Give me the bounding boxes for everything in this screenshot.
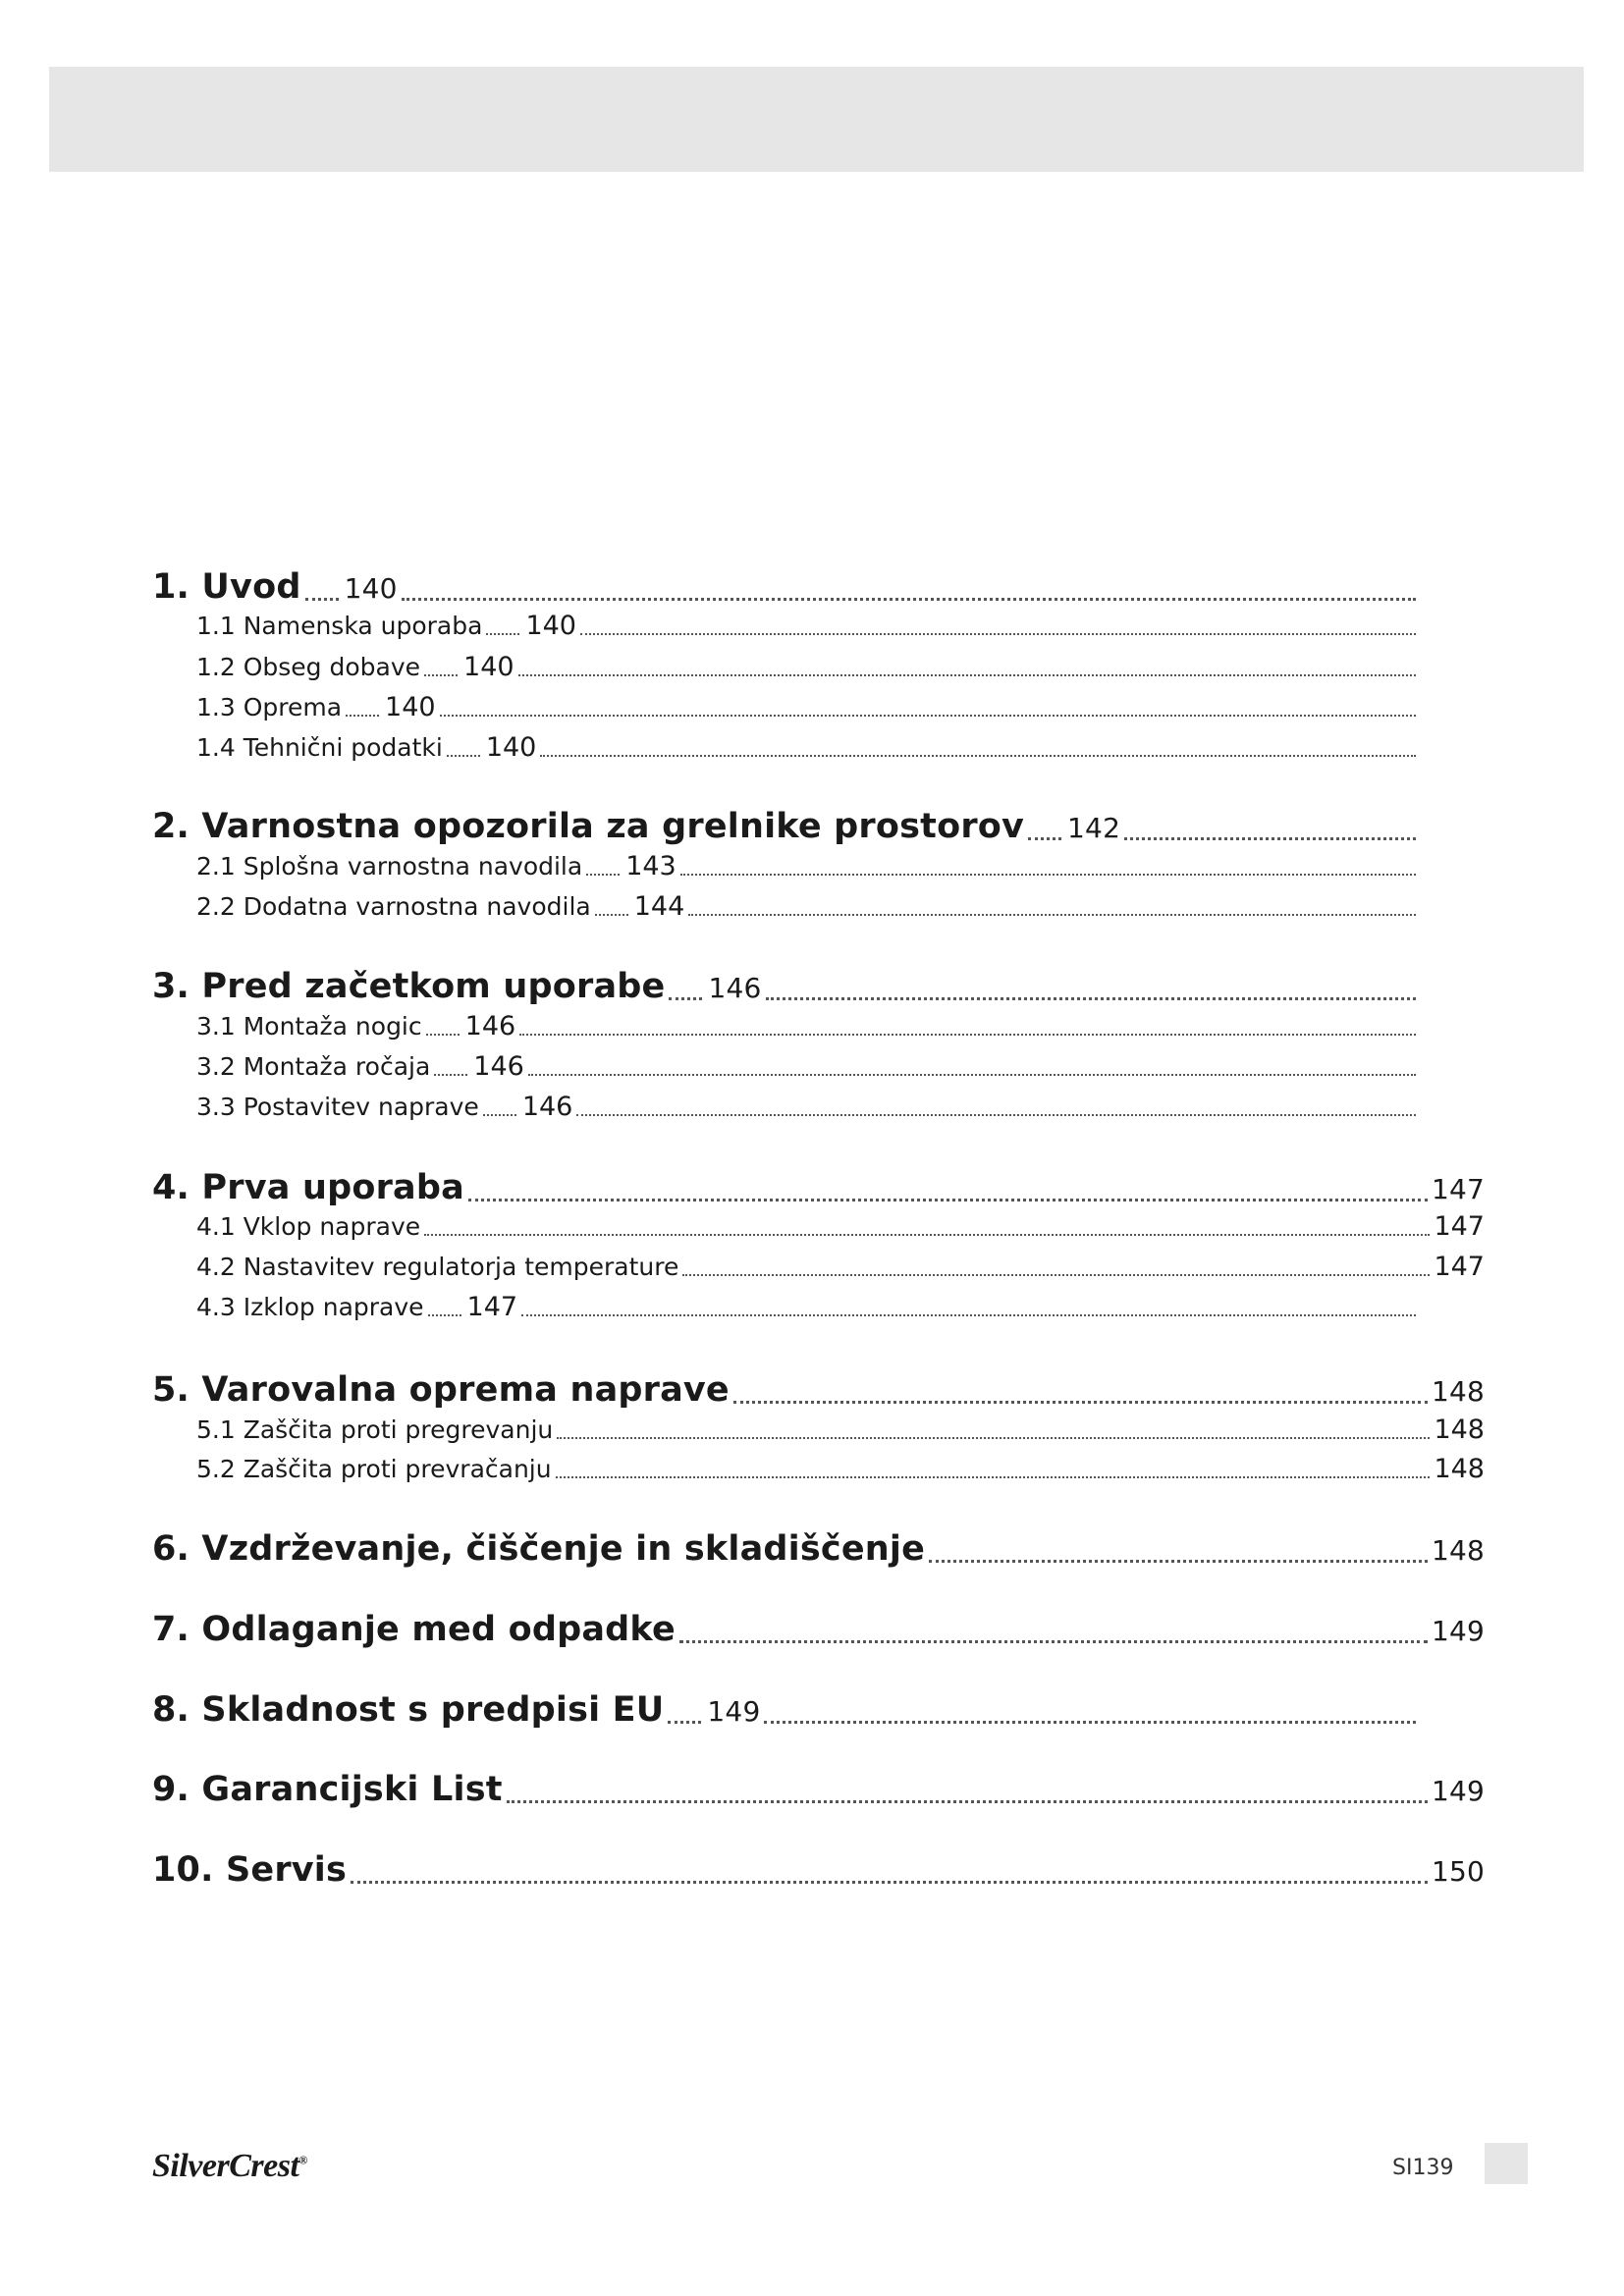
dot-leader <box>682 1274 1430 1276</box>
toc-page-number: 147 <box>466 1292 518 1322</box>
toc-subentry[interactable] <box>196 1454 1485 1484</box>
toc-heading[interactable] <box>152 1529 1485 1569</box>
toc-label: 7. Odlaganje med odpadke <box>152 1610 676 1649</box>
toc-heading[interactable] <box>152 1168 1485 1207</box>
dot-leader <box>434 1074 467 1076</box>
toc-label: 9. Garancijski List <box>152 1770 503 1809</box>
toc-heading[interactable] <box>152 807 1416 846</box>
dot-leader-trail <box>576 1114 1416 1116</box>
dot-leader <box>468 1199 1428 1201</box>
toc-subentry[interactable] <box>196 692 1416 722</box>
toc-subentry[interactable] <box>196 1415 1485 1445</box>
toc-label: 1.4 Tehnični podatki <box>196 733 443 762</box>
toc-subentry[interactable] <box>196 1292 1416 1322</box>
dot-leader <box>486 633 519 635</box>
toc-label: 3.3 Postavitev naprave <box>196 1093 479 1121</box>
toc-heading[interactable] <box>152 567 1416 607</box>
toc-label: 2.1 Splošna varnostna navodila <box>196 852 583 881</box>
dot-leader <box>733 1401 1428 1404</box>
dot-leader <box>668 1721 701 1724</box>
registered-mark: ® <box>298 2153 307 2167</box>
toc-label: 1.1 Namenska uporaba <box>196 612 483 640</box>
toc-label: 6. Vzdrževanje, čiščenje in skladiščenje <box>152 1529 926 1569</box>
toc-label: 4.3 Izklop naprave <box>196 1293 424 1321</box>
dot-leader-trail <box>540 755 1416 757</box>
toc-label: 4.1 Vklop naprave <box>196 1212 421 1241</box>
toc-label: 5.1 Zaščita proti pregrevanju <box>196 1415 554 1444</box>
toc-page-number: 140 <box>344 572 398 605</box>
toc-subentry[interactable] <box>196 1051 1416 1082</box>
brand-logo <box>152 2148 307 2185</box>
toc-page-number: 140 <box>485 732 537 763</box>
toc-label: 2. Varnostna opozorila za grelnike prostorov <box>152 807 1025 846</box>
dot-leader <box>929 1560 1428 1563</box>
dot-leader-trail <box>402 598 1416 601</box>
toc-label: 1.2 Obseg dobave <box>196 653 421 681</box>
dot-leader <box>507 1800 1428 1803</box>
dot-leader <box>426 1034 460 1036</box>
toc-subentry[interactable] <box>196 1011 1416 1041</box>
toc-label: 5. Varovalna oprema naprave <box>152 1370 730 1410</box>
dot-leader-trail <box>764 1721 1416 1724</box>
dot-leader-trail <box>521 1314 1416 1316</box>
dot-leader-trail <box>680 874 1416 876</box>
toc-heading[interactable] <box>152 1690 1416 1730</box>
toc-page-number: 147 <box>1434 1211 1485 1242</box>
toc-page-number: 147 <box>1431 1173 1485 1205</box>
dot-leader <box>679 1640 1428 1643</box>
toc-subentry[interactable] <box>196 851 1416 881</box>
toc-subentry[interactable] <box>196 1252 1485 1282</box>
toc-page-number: 149 <box>1431 1775 1485 1807</box>
toc-page-number: 148 <box>1431 1534 1485 1567</box>
toc-label: 8. Skladnost s predpisi EU <box>152 1690 665 1730</box>
dot-leader <box>428 1314 461 1316</box>
toc-page-number: 148 <box>1431 1375 1485 1408</box>
dot-leader <box>669 997 702 1000</box>
dot-leader-trail <box>519 1034 1416 1036</box>
dot-leader <box>424 674 458 676</box>
toc-subentry[interactable] <box>196 1211 1485 1242</box>
toc-subentry[interactable] <box>196 891 1416 922</box>
dot-leader-trail <box>518 674 1416 676</box>
toc-label: 3.2 Montaža ročaja <box>196 1052 431 1081</box>
toc-page-number: 140 <box>385 692 436 722</box>
toc-heading[interactable] <box>152 1770 1485 1809</box>
toc-page-number: 147 <box>1434 1252 1485 1282</box>
toc-page-number: 146 <box>473 1051 524 1082</box>
dot-leader-trail <box>528 1074 1416 1076</box>
toc-page-number: 150 <box>1431 1855 1485 1888</box>
toc-page-number: 146 <box>708 972 762 1004</box>
brand-logo-text: SilverCrest <box>152 2148 299 2184</box>
toc-page-number: 149 <box>707 1695 761 1728</box>
toc-subentry[interactable] <box>196 1092 1416 1122</box>
dot-leader <box>424 1234 1430 1236</box>
toc-page-number: 140 <box>463 652 514 682</box>
toc-label: 5.2 Zaščita proti prevračanju <box>196 1455 552 1483</box>
toc-page-number: 143 <box>625 851 677 881</box>
dot-leader <box>483 1114 516 1116</box>
toc-page-number: 142 <box>1067 812 1121 844</box>
page-marker <box>1485 2143 1528 2184</box>
dot-leader <box>1028 837 1061 840</box>
toc-heading[interactable] <box>152 967 1416 1006</box>
toc-subentry[interactable] <box>196 652 1416 682</box>
toc-label: 4.2 Nastavitev regulatorja temperature <box>196 1253 679 1281</box>
dot-leader <box>447 755 480 757</box>
toc-subentry[interactable] <box>196 732 1416 763</box>
toc-label: 2.2 Dodatna varnostna navodila <box>196 892 591 921</box>
toc-label: 4. Prva uporaba <box>152 1168 464 1207</box>
toc-page-number: 149 <box>1431 1615 1485 1647</box>
toc-page-number: 148 <box>1434 1415 1485 1445</box>
dot-leader <box>586 874 620 876</box>
toc-heading[interactable] <box>152 1850 1485 1890</box>
dot-leader <box>346 715 379 717</box>
toc-page-number: 144 <box>633 891 685 922</box>
dot-leader <box>556 1476 1431 1478</box>
toc-page-number: 148 <box>1434 1454 1485 1484</box>
toc-page-number: 146 <box>464 1011 516 1041</box>
page-number: SI139 <box>1392 2156 1454 2180</box>
toc-heading[interactable] <box>152 1370 1485 1410</box>
dot-leader <box>595 914 628 916</box>
toc-label: 3.1 Montaža nogic <box>196 1012 422 1041</box>
toc-page-number: 140 <box>525 611 576 641</box>
dot-leader <box>351 1881 1428 1884</box>
toc-subentry[interactable] <box>196 611 1416 641</box>
dot-leader <box>305 598 339 601</box>
toc-label: 10. Servis <box>152 1850 348 1890</box>
toc-page-number: 146 <box>521 1092 573 1122</box>
dot-leader <box>557 1437 1430 1439</box>
toc-heading[interactable] <box>152 1610 1485 1649</box>
dot-leader-trail <box>688 914 1416 916</box>
dot-leader-trail <box>580 633 1416 635</box>
dot-leader-trail <box>766 997 1417 1000</box>
toc-label: 3. Pred začetkom uporabe <box>152 967 666 1006</box>
dot-leader-trail <box>1124 837 1416 840</box>
toc-label: 1.3 Oprema <box>196 693 343 721</box>
toc-label: 1. Uvod <box>152 567 301 607</box>
dot-leader-trail <box>440 715 1416 717</box>
